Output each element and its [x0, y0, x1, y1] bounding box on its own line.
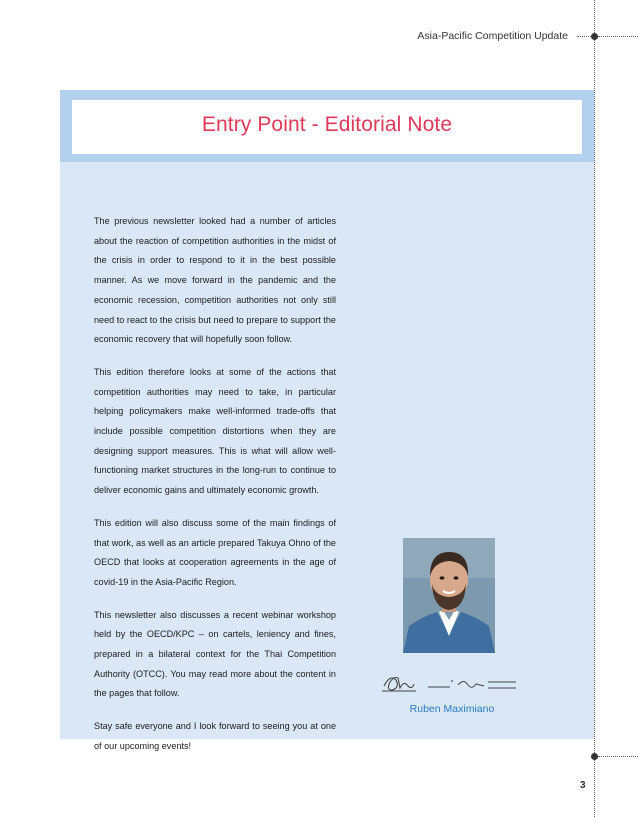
author-photo [403, 538, 495, 653]
page-number: 3 [580, 780, 586, 791]
paragraph: This newsletter also discusses a recent webinar workshop held by the OECD/KPC – on cartels, leniency and fines, prepared in a bilateral context for the Thai Competition Authority (OTCC). You may read more about the content in the pages that follow. [94, 609, 336, 699]
page-title: Entry Point - Editorial Note [201, 113, 453, 136]
paragraph: This edition therefore looks at some of the actions that competition authorities may need to take, in particular helping policymakers make well-informed trade-offs that include possible competition distortions when they are designing support measures. This is what will allow well-functioning market structures in the long-run to continue to deliver economic gains and ultimately economic growth. [94, 366, 336, 496]
footer-dotted-rule-right [598, 756, 638, 757]
editorial-body [94, 212, 336, 770]
paragraph: The previous newsletter looked had a number of articles about the reaction of competition authorities in the midst of the crisis in order to respond to it in the best possible manner. As we move forward in the pandemic and the economic recession, competition authorities not only still need to react to the crisis but need to prepare to support the economic recovery that will hopefully soon follow. [94, 216, 336, 345]
margin-dotted-line-top [594, 0, 595, 33]
author-name: Ruben Maximiano [409, 703, 495, 715]
running-header: Asia-Pacific Competition Update [417, 30, 568, 42]
footer-dot [591, 753, 598, 760]
margin-dotted-line-bottom [594, 760, 595, 817]
header-dotted-rule-right [598, 36, 638, 37]
paragraph: Stay safe everyone and I look forward to seeing you at one of our upcoming events! [94, 721, 336, 751]
paragraph: This edition will also discuss some of the main findings of that work, as well as an article prepared Takuya Ohno of the OECD that looks at cooperation agreements in the age of covid-19 in the Asia-Pacific Region. [94, 517, 336, 587]
signature-graphic [380, 670, 518, 696]
header-dotted-rule [577, 36, 591, 37]
margin-dotted-line-mid [594, 40, 595, 757]
header-dot [591, 33, 598, 40]
